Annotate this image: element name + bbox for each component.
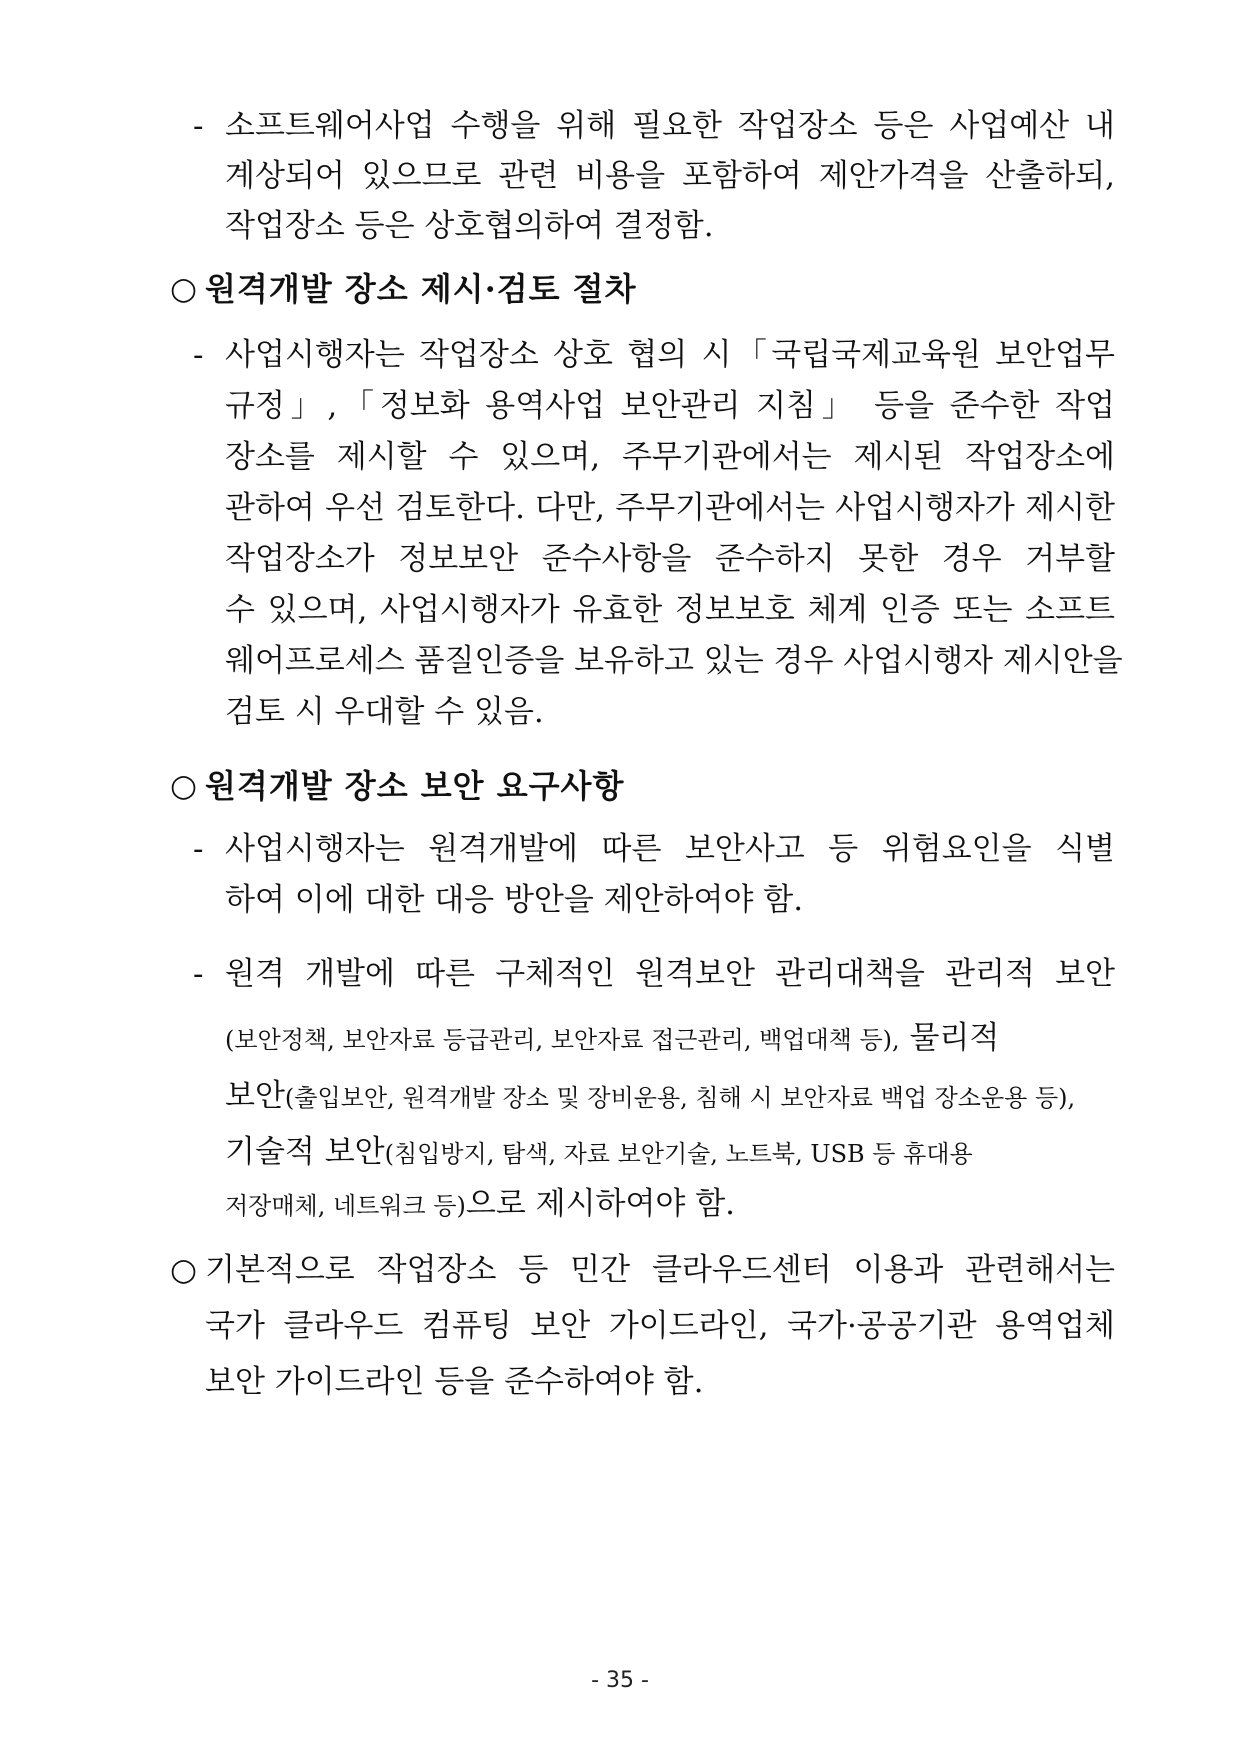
inline-note: (침입방지, 탐색, 자료 보안기술, 노트북, USB 등 휴대용 [384, 1140, 973, 1168]
paragraph-line: 기본적으로 작업장소 등 민간 클라우드센터 이용과 관련해서는 [205, 1252, 1115, 1288]
dash-marker: - [193, 337, 204, 373]
paragraph-line: 계상되어 있으므로 관련 비용을 포함하여 제안가격을 산출하되, [225, 158, 1115, 194]
inline-note: 저장매체, 네트워크 등) [225, 1192, 466, 1220]
paragraph-line: 장소를 제시할 수 있으며, 주무기관에서는 제시된 작업장소에 [225, 439, 1115, 475]
paragraph-line [225, 1076, 1115, 1118]
dash-marker: - [193, 108, 204, 144]
inline-text: 으로 제시하여야 함. [465, 1186, 736, 1222]
section-heading: 원격개발 장소 보안 요구사항 [205, 767, 625, 805]
paragraph-line: 규정」,「정보화 용역사업 보안관리 지침」 등을 준수한 작업 [225, 388, 1115, 424]
paragraph-line: 하여 이에 대한 대응 방안을 제안하여야 함. [225, 882, 804, 918]
page-number: - 35 - [591, 1668, 649, 1693]
inline-note: (출입보안, 원격개발 장소 및 장비운용, 침해 시 보안자료 백업 장소운용 등), [284, 1084, 1076, 1112]
paragraph-line [225, 1184, 735, 1226]
inline-text: 기술적 보안 [225, 1134, 385, 1170]
inline-text: 보안 [225, 1078, 285, 1114]
paragraph-line: 사업시행자는 작업장소 상호 협의 시「국립국제교육원 보안업무 [225, 337, 1115, 373]
paragraph-line: 소프트웨어사업 수행을 위해 필요한 작업장소 등은 사업예산 내 [225, 108, 1115, 144]
paragraph-line: 보안 가이드라인 등을 준수하여야 함. [205, 1364, 704, 1400]
paragraph-line: 작업장소가 정보보안 준수사항을 준수하지 못한 경우 거부할 [225, 541, 1115, 577]
dash-marker: - [193, 831, 204, 867]
paragraph-line: 국가 클라우드 컴퓨팅 보안 가이드라인, 국가·공공기관 용역업체 [205, 1308, 1115, 1344]
section-heading: 원격개발 장소 제시·검토 절차 [205, 270, 637, 308]
paragraph-line: 수 있으며, 사업시행자가 유효한 정보보호 체계 인증 또는 소프트 [225, 592, 1115, 628]
paragraph-line: 사업시행자는 원격개발에 따른 보안사고 등 위험요인을 식별 [225, 831, 1115, 867]
inline-text: 물리적 [899, 1020, 1000, 1056]
paragraph-line: 검토 시 우대할 수 있음. [225, 694, 544, 730]
circle-marker: ○ [170, 271, 198, 307]
circle-marker: ○ [170, 1252, 198, 1288]
dash-marker: - [193, 956, 204, 992]
paragraph-line: 관하여 우선 검토한다. 다만, 주무기관에서는 사업시행자가 제시한 [225, 490, 1115, 526]
paragraph-line [225, 1132, 1115, 1174]
paragraph-line: 작업장소 등은 상호협의하여 결정함. [225, 208, 714, 244]
paragraph-line: 원격 개발에 따른 구체적인 원격보안 관리대책을 관리적 보안 [225, 956, 1115, 992]
circle-marker: ○ [170, 768, 198, 804]
paragraph-line [225, 1018, 1115, 1060]
inline-note: (보안정책, 보안자료 등급관리, 보안자료 접근관리, 백업대책 등), [225, 1026, 900, 1054]
paragraph-line: 웨어프로세스 품질인증을 보유하고 있는 경우 사업시행자 제시안을 [225, 643, 1123, 679]
